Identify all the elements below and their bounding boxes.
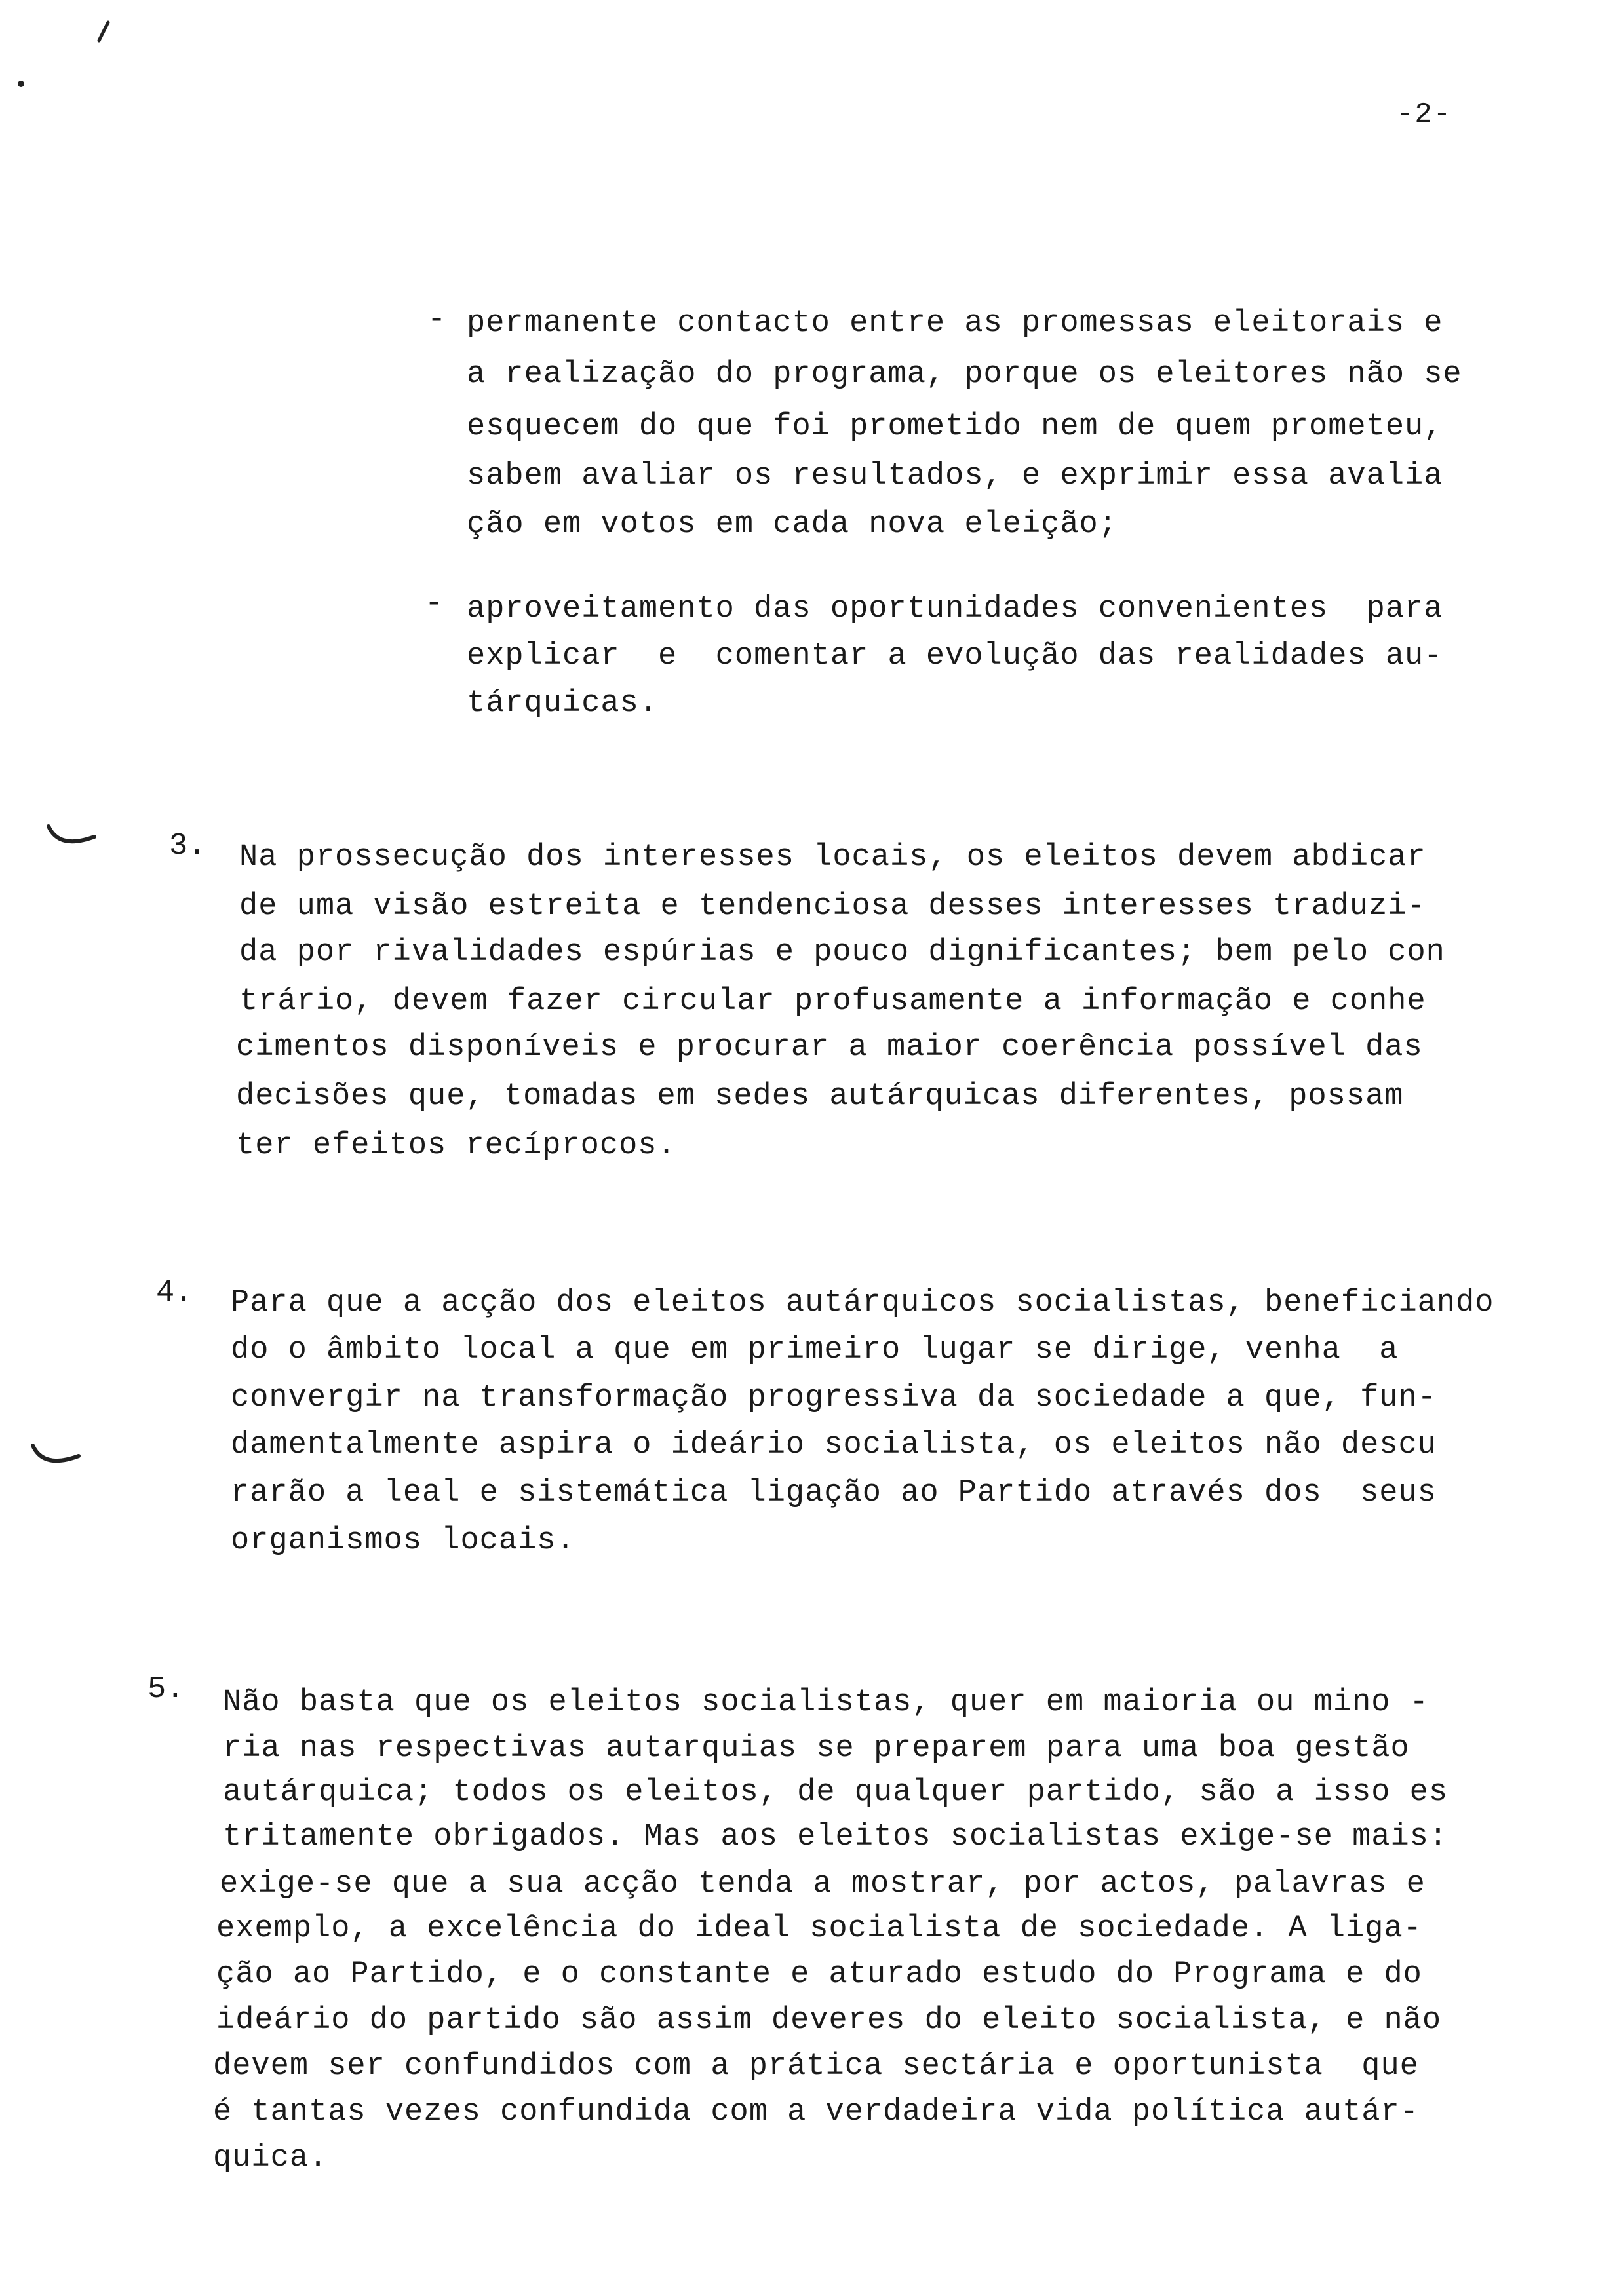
bullet-1-line-3: esquecem do que foi prometido nem de quem prometeu, bbox=[467, 410, 1443, 444]
section-4-line-4: damentalmente aspira o ideário socialista, os eleitos não descu bbox=[231, 1428, 1437, 1463]
section-5-line-8: ideário do partido são assim deveres do eleito socialista, e não bbox=[216, 2003, 1442, 2038]
page-number: -2- bbox=[1396, 98, 1452, 131]
section-5-line-2: ria nas respectivas autarquias se preparem para uma boa gestão bbox=[223, 1731, 1410, 1766]
bullet-1-line-1: permanente contacto entre as promessas eleitorais e bbox=[467, 306, 1443, 341]
section-5-line-7: ção ao Partido, e o constante e aturado estudo do Programa e do bbox=[216, 1957, 1422, 1992]
section-number: 3. bbox=[169, 829, 206, 864]
section-4-line-2: do o âmbito local a que em primeiro lugar se dirige, venha a bbox=[231, 1333, 1399, 1368]
section-5-line-4: tritamente obrigados. Mas aos eleitos socialistas exige-se mais: bbox=[223, 1820, 1449, 1854]
bullet-2-line-3: tárquicas. bbox=[467, 686, 659, 721]
section-4-line-5: rarão a leal e sistemática ligação ao Partido através dos seus bbox=[231, 1476, 1437, 1510]
section-3-line-1: Na prossecução dos interesses locais, os eleitos devem abdicar bbox=[239, 840, 1426, 875]
ink-dot-mark bbox=[16, 79, 29, 92]
section-3-line-3: da por rivalidades espúrias e pouco dignificantes; bem pelo con bbox=[239, 935, 1445, 970]
pen-tick-mark bbox=[95, 18, 115, 45]
section-number: 5. bbox=[147, 1672, 185, 1707]
section-5-line-1: Não basta que os eleitos socialistas, quer em maioria ou mino - bbox=[223, 1685, 1429, 1720]
section-5-line-5: exige-se que a sua acção tenda a mostrar, por actos, palavras e bbox=[220, 1867, 1426, 1902]
section-4-line-3: convergir na transformação progressiva da sociedade a que, fun- bbox=[231, 1381, 1437, 1415]
margin-check-mark-3 bbox=[46, 822, 98, 855]
bullet-1-line-2: a realização do programa, porque os eleitores não se bbox=[467, 357, 1462, 392]
bullet-2-line-1: aproveitamento das oportunidades convenientes para bbox=[467, 592, 1443, 626]
section-3-line-7: ter efeitos recíprocos. bbox=[236, 1128, 676, 1163]
bullet-marker: - bbox=[427, 303, 446, 337]
section-3-line-6: decisões que, tomadas em sedes autárquicas diferentes, possam bbox=[236, 1079, 1404, 1114]
bullet-2-line-2: explicar e comentar a evolução das realidades au- bbox=[467, 639, 1443, 674]
section-5-line-11: quica. bbox=[213, 2141, 328, 2175]
section-3-line-4: trário, devem fazer circular profusamente a informação e conhe bbox=[239, 984, 1426, 1019]
section-3-line-2: de uma visão estreita e tendenciosa desses interesses traduzi- bbox=[239, 889, 1426, 924]
section-5-line-9: devem ser confundidos com a prática sectária e oportunista que bbox=[213, 2049, 1419, 2084]
margin-check-mark-4 bbox=[30, 1442, 83, 1474]
section-5-line-3: autárquica; todos os eleitos, de qualquer partido, são a isso es bbox=[223, 1775, 1449, 1810]
section-5-line-6: exemplo, a excelência do ideal socialista de sociedade. A liga- bbox=[216, 1911, 1422, 1946]
section-number: 4. bbox=[156, 1276, 193, 1311]
section-5-line-10: é tantas vezes confundida com a verdadeira vida política autár- bbox=[213, 2095, 1419, 2130]
bullet-1-line-5: ção em votos em cada nova eleição; bbox=[467, 507, 1118, 542]
section-4-line-1: Para que a acção dos eleitos autárquicos socialistas, beneficiando bbox=[231, 1286, 1494, 1320]
bullet-marker: - bbox=[425, 586, 444, 621]
section-4-line-6: organismos locais. bbox=[231, 1523, 575, 1558]
bullet-1-line-4: sabem avaliar os resultados, e exprimir essa avalia bbox=[467, 459, 1443, 493]
section-3-line-5: cimentos disponíveis e procurar a maior coerência possível das bbox=[236, 1030, 1423, 1065]
